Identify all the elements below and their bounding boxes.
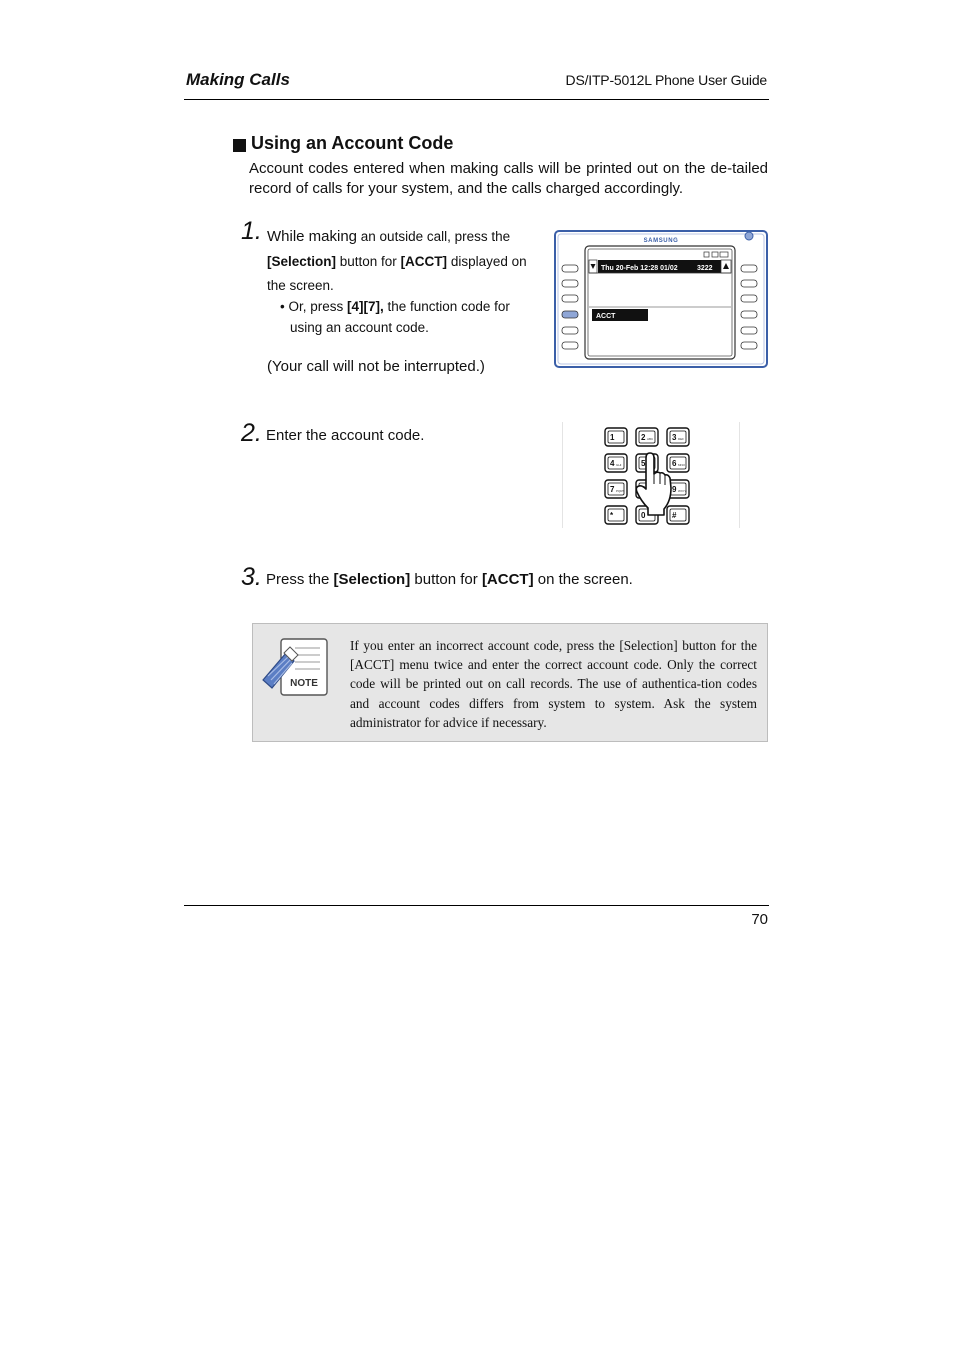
right-selection-button-6 — [741, 342, 757, 349]
keypad-key-label: # — [672, 511, 677, 520]
keypad-key-label: 9 — [672, 485, 677, 494]
keypad-key-sublabel: PQRS — [616, 489, 625, 493]
left-selection-button-6 — [562, 342, 578, 349]
keypad-key-2 — [636, 428, 658, 446]
left-selection-button-3 — [562, 295, 578, 302]
keypad-key-1 — [605, 428, 627, 446]
phone-display-illustration — [554, 230, 768, 369]
step-1-bullet-d: using an account code. — [290, 320, 429, 335]
step-1-bullet-code: [4][7], — [347, 299, 384, 314]
step-1-selection-label: [Selection] — [267, 253, 337, 269]
acct-menu-label: ACCT — [596, 313, 616, 320]
note-text: If you enter an incorrect account code, press the [Selection] button for the [ACCT] menu twice and enter the correct account code. Only the correct code will be printed out on call records. The use of authentica-tion codes and account codes differs from system to system. Ask the system administrator for advice if necessary. — [350, 638, 757, 730]
keypad-key-hash — [667, 506, 689, 524]
keypad-key-label: 4 — [610, 459, 615, 468]
status-bar-extension: 3222 — [697, 265, 713, 272]
bullet-dot-icon: • — [280, 299, 285, 314]
keypad-key-label: 7 — [610, 485, 615, 494]
footer-rule — [184, 905, 769, 906]
keypad-key-sublabel: MNO — [678, 463, 685, 467]
running-header-section: Making Calls — [186, 70, 290, 89]
step-1-text-d: button for — [336, 253, 401, 269]
step-1-text — [267, 225, 547, 299]
step-2-number: 2. — [241, 419, 262, 447]
step-1-text-a: While making — [267, 228, 358, 245]
keypad-key-sublabel: GHI — [616, 463, 622, 467]
right-selection-button-2 — [741, 280, 757, 287]
right-selection-button-3 — [741, 295, 757, 302]
step-1-bullet-a: Or, press — [288, 299, 348, 314]
note-icon-label: NOTE — [290, 678, 318, 689]
step-1-text-b: an outside call, press the — [357, 229, 511, 244]
step-1-acct-label: [ACCT] — [400, 253, 448, 269]
step-3-selection-label: [Selection] — [333, 571, 411, 588]
keypad-key-label: 0 — [641, 511, 646, 520]
step-3-acct-label: [ACCT] — [481, 571, 534, 588]
left-selection-button-4-highlighted — [562, 311, 578, 318]
keypad-key-label: 5 — [641, 459, 646, 468]
step-1-text-f: displayed on the screen. — [267, 253, 527, 293]
keypad-key-label: 1 — [610, 433, 615, 442]
step-1-bullet-c: the function code for — [383, 299, 510, 314]
right-selection-button-4 — [741, 311, 757, 318]
phone-brand: SAMSUNG — [643, 238, 679, 244]
phone-indicator-led-icon — [745, 232, 753, 240]
step-2-text: Enter the account code. — [266, 427, 425, 444]
step-3-text-c: button for — [410, 571, 482, 588]
keypad-key-3 — [667, 428, 689, 446]
keypad-key-6 — [667, 454, 689, 472]
keypad-key-star — [605, 506, 627, 524]
keypad-illustration — [562, 422, 740, 528]
right-selection-button-1 — [741, 265, 757, 272]
left-selection-button-1 — [562, 265, 578, 272]
note-icon — [260, 636, 330, 698]
section-bullet-square-icon — [233, 139, 246, 152]
keypad-key-sublabel: DEF — [678, 437, 684, 441]
right-selection-button-5 — [741, 327, 757, 334]
step-1-bullet — [280, 296, 540, 338]
keypad-key-label: * — [610, 511, 614, 520]
section-title: Using an Account Code — [251, 133, 454, 153]
keypad-key-7 — [605, 480, 627, 498]
section-intro-paragraph: Account codes entered when making calls will be printed out on the de-tailed record of calls for your system, and the calls charged accordingly. — [249, 160, 768, 197]
step-3-text — [266, 571, 633, 588]
running-header-guide-title: DS/ITP-5012L Phone User Guide — [565, 72, 767, 88]
page-number: 70 — [751, 911, 768, 928]
step-1-note: (Your call will not be interrupted.) — [267, 358, 485, 375]
keypad-key-label: 3 — [672, 433, 677, 442]
step-3-number: 3. — [241, 563, 262, 591]
keypad-key-label: 6 — [672, 459, 677, 468]
left-selection-button-5 — [562, 327, 578, 334]
step-1-number: 1. — [241, 217, 262, 245]
step-3-text-a: Press the — [266, 571, 334, 588]
header-rule — [184, 99, 769, 100]
keypad-key-4 — [605, 454, 627, 472]
status-bar-datetime: Thu 20-Feb 12:28 01/02 — [601, 265, 678, 272]
left-selection-button-2 — [562, 280, 578, 287]
keypad-key-sublabel: ABC — [647, 437, 654, 441]
keypad-key-label: 2 — [641, 433, 646, 442]
step-3-text-e: on the screen. — [533, 571, 633, 588]
keypad-key-sublabel: WXYZ — [678, 489, 687, 493]
